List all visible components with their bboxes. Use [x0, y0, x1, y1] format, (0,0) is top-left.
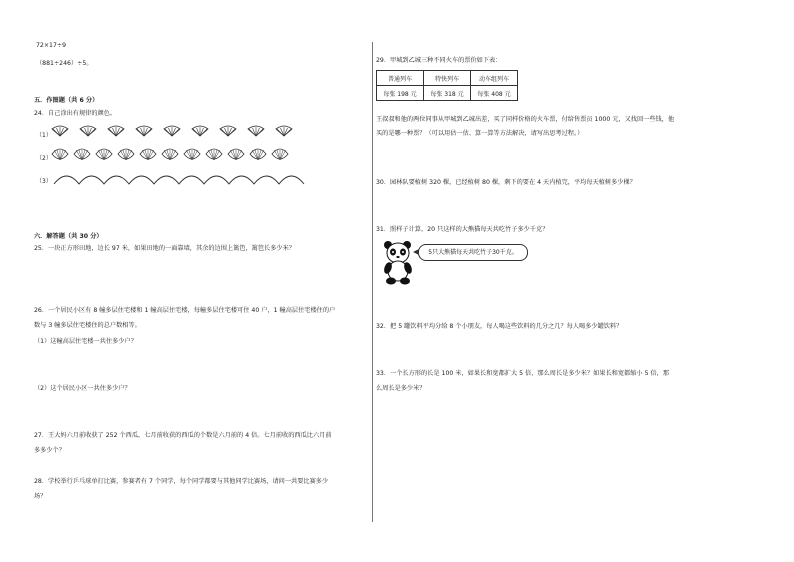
- row-1-label: （1）: [36, 132, 52, 139]
- fan-icon: [136, 126, 152, 136]
- panda-illustration: [380, 238, 416, 286]
- shell-icon: [96, 149, 112, 160]
- shell-icon: [184, 149, 200, 160]
- shell-icon: [272, 149, 288, 160]
- question-28-line-1: 28．学校举行乒乓球单打比赛，参赛者有 7 个同学，每个同学都要与其他同学比赛场，请问一共要比赛多少: [34, 478, 329, 485]
- question-33-line-1: 33．一个长方形的长是 100 米，如果长和宽都扩大 5 倍，那么周长是多少米？如果长和宽都缩小 5 倍，那: [376, 370, 670, 377]
- fan-icon: [164, 126, 180, 136]
- expression-line-2: （881÷246）÷5。: [36, 60, 93, 67]
- fan-icon: [220, 126, 236, 136]
- expression-line-1: 72×17÷9: [36, 42, 67, 49]
- shell-icon: [140, 149, 156, 160]
- question-25: 25．一块正方形田地，边长 97 米，如果田地的一面靠墙，其余的边围上篱笆，篱笆长多少米？: [34, 245, 295, 252]
- section-5-heading: 五．作图题（共 6 分）: [34, 97, 99, 104]
- shell-icon: [228, 149, 244, 160]
- shell-icon: [74, 149, 90, 160]
- question-29: 29．甲城到乙城三种不同火车的票价如下表：: [376, 57, 502, 64]
- shell-icon: [52, 149, 68, 160]
- section-6-heading: 六．解答题（共 30 分）: [34, 233, 103, 240]
- fare-header-express: 特快列车: [424, 71, 471, 86]
- question-24: 24．自己涂出有规律的颜色。: [34, 110, 117, 117]
- fan-icon: [52, 126, 68, 136]
- question-33-line-2: 么周长是多少米？: [376, 385, 426, 392]
- shell-icon: [250, 149, 266, 160]
- row-3-label: （3）: [36, 178, 52, 185]
- question-26-line-1: 26．一个居民小区有 8 幢多层住宅楼和 1 幢高层住宅楼，每幢多层住宅楼可住 40 户，1 幢高层住宅楼住的户: [34, 307, 336, 314]
- shell-icon: [206, 149, 222, 160]
- fan-icon: [276, 126, 292, 136]
- question-28-line-2: 场？: [34, 493, 47, 500]
- question-27-line-2: 多多少个？: [34, 447, 65, 454]
- question-29-line-2: 王叔叔和他的两位同事从甲城到乙城出差，买了同样价格的火车票，付给售票员 1000 元，又找回一些钱，他: [376, 116, 675, 123]
- fan-icon: [80, 126, 96, 136]
- question-26-line-2: 数与 3 幢多层住宅楼住的总户数相等。: [34, 322, 141, 329]
- fare-price-regular: 每张 198 元: [377, 86, 424, 101]
- fare-price-emu: 每张 408 元: [471, 86, 518, 101]
- fan-icon: [248, 126, 264, 136]
- question-26-part-1: （1）这幢高层住宅楼一共住多少户？: [34, 338, 137, 345]
- question-32: 32．把 5 罐饮料平均分给 8 个小朋友，每人喝这些饮料的几分之几？每人喝多少罐饮料？: [376, 323, 623, 330]
- arch-pattern-row: [52, 170, 322, 186]
- fare-header-emu: 动车组列车: [471, 71, 518, 86]
- fare-table: [376, 70, 518, 101]
- question-27-line-1: 27．王大妈六月前收获了 252 个西瓜，七月前收获的西瓜的个数是六月前的 4 倍。七月前收的西瓜比六月前: [34, 432, 332, 439]
- question-31: 31．照样子计算，20 只这样的大熊猫每天共吃竹子多少千克？: [376, 226, 549, 233]
- question-30: 30．园林队要植树 320 棵，已经植树 80 棵，剩下的要在 4 天内植完，平均每天植树多少棵？: [376, 179, 636, 186]
- fare-price-express: 每张 318 元: [424, 86, 471, 101]
- row-2-label: （2）: [36, 155, 52, 162]
- shell-icon: [162, 149, 178, 160]
- fan-icon: [108, 126, 124, 136]
- column-divider: [372, 42, 373, 522]
- speech-bubble: 5只大熊猫每天共吃竹子30千克。: [418, 244, 528, 261]
- fan-pattern-row: [52, 124, 322, 140]
- fan-icon: [192, 126, 208, 136]
- fare-header-regular: 普通列车: [377, 71, 424, 86]
- shell-pattern-row: [52, 146, 322, 164]
- question-26-part-2: （2）这个居民小区一共住多少户？: [34, 385, 131, 392]
- shell-icon: [118, 149, 134, 160]
- question-29-line-3: 买的是哪一种票？（可以用估一估、算一算等方法解决，请写出思考过程。）: [376, 130, 584, 137]
